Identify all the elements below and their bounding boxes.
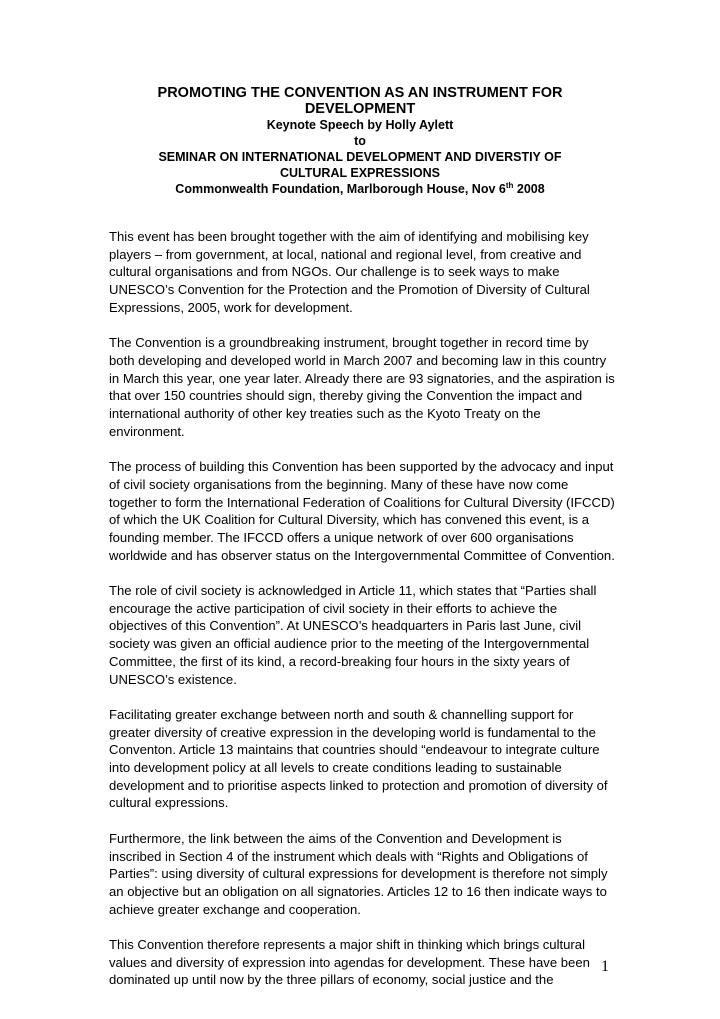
seminar-line-2: CULTURAL EXPRESSIONS xyxy=(280,166,440,180)
to-line: to xyxy=(354,134,366,148)
paragraph: This Convention therefore represents a major shift in thinking which brings cultural values and diversity of expression into agendas for development. These have been dominated up until now by the three pillars of economy, social justice and the xyxy=(109,937,590,988)
title-line-2: DEVELOPMENT xyxy=(304,101,416,117)
venue-year: 2008 xyxy=(513,182,545,196)
venue-line xyxy=(108,181,612,197)
seminar-line-1: SEMINAR ON INTERNATIONAL DEVELOPMENT AND DIVERSTIY OF xyxy=(158,150,562,164)
document-header xyxy=(108,85,612,197)
paragraph: The process of building this Convention has been supported by the advocacy and input of civil society organisations from the beginning. Many of these have now come together to form the International Federation of Coalitions for Cultural Diversity (IFCCD) of which the UK Coalition for Cultural Diversity, which has convened this event, is a founding member. The IFCCD offers a unique network of over 600 organisations worldwide and has observer status on the Intergovernmental Committee of Convention. xyxy=(109,459,615,563)
venue-superscript: th xyxy=(505,180,514,190)
paragraph: The role of civil society is acknowledged in Article 11, which states that “Parties shall encourage the active participation of civil society in their efforts to achieve the objectives of this Convention”. At UNESCO’s headquarters in Paris last June, civil society was given an official audience prior to the meeting of the Intergovernmental Committee, the first of its kind, a record-breaking four hours in the sixty years of UNESCO’s existence. xyxy=(109,583,597,687)
speech-byline: Keynote Speech by Holly Aylett xyxy=(266,118,454,132)
venue-text: Commonwealth Foundation, Marlborough House, Nov 6 xyxy=(175,182,506,196)
document-body xyxy=(109,228,617,1007)
paragraph: Facilitating greater exchange between north and south & channelling support for greater diversity of creative expression in the developing world is fundamental to the Conventon. Article 13 maintains that countries should “endeavour to integrate culture into development policy at all levels to create conditions leading to sustainable development and to prioritise aspects linked to protection and promotion of diversity of cultural expressions. xyxy=(109,706,608,811)
paragraph: The Convention is a groundbreaking instrument, brought together in record time by both developing and developed world in March 2007 and becoming law in this country in March this year, one year later. Already there are 93 signatories, and the aspiration is that over 150 countries should sign, thereby giving the Convention the impact and international authority of other key treaties such as the Kyoto Treaty on the environment. xyxy=(109,335,615,439)
title-line-1: PROMOTING THE CONVENTION AS AN INSTRUMENT FOR xyxy=(157,85,563,101)
page-number: 1 xyxy=(601,958,609,975)
paragraph: This event has been brought together with the aim of identifying and mobilising key players – from government, at local, national and regional level, from creative and cultural organisations and from NGOs. Our challenge is to seek ways to make UNESCO’s Convention for the Protection and the Promotion of Diversity of Cultural Expressions, 2005, work for development. xyxy=(109,229,590,315)
paragraph: Furthermore, the link between the aims of the Convention and Development is inscribed in Section 4 of the instrument which deals with “Rights and Obligations of Parties”: using diversity of cultural expressions for development is therefore not simply an objective but an obligation on all signatories. Articles 12 to 16 then indicate ways to achieve greater exchange and cooperation. xyxy=(109,830,608,917)
